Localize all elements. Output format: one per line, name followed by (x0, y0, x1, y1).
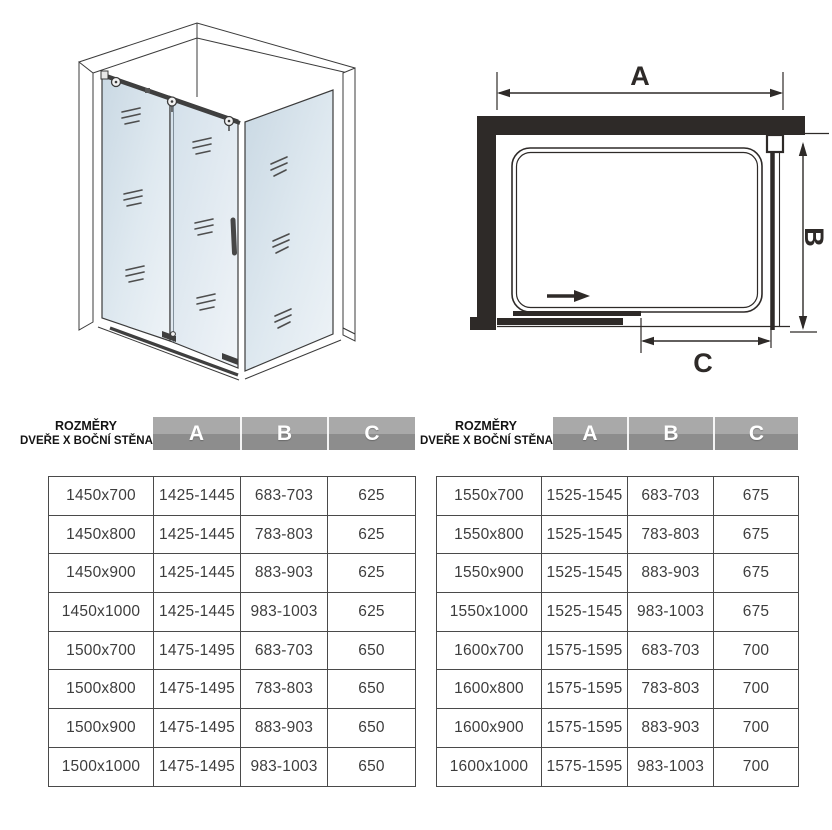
left-table-title (20, 417, 152, 450)
cell-size: 1600x900 (437, 709, 542, 748)
cell-a: 1525-1545 (542, 554, 628, 593)
cell-size: 1500x1000 (49, 747, 154, 786)
right-size-table (436, 476, 799, 787)
table-row (49, 709, 416, 748)
cell-b: 883-903 (628, 554, 714, 593)
table-row (49, 631, 416, 670)
dimension-a-label: A (630, 61, 650, 91)
left-table-header-bar (153, 417, 415, 450)
cell-b: 983-1003 (241, 747, 328, 786)
left-column-header-b: B (240, 417, 327, 450)
cell-a: 1575-1595 (542, 747, 628, 786)
left-column-header-c: C (327, 417, 415, 450)
cell-c: 700 (714, 670, 799, 709)
cell-b: 983-1003 (628, 593, 714, 632)
top-view-diagram (452, 30, 832, 380)
cell-b: 883-903 (241, 554, 328, 593)
cell-c: 675 (714, 477, 799, 516)
cell-size: 1550x900 (437, 554, 542, 593)
table-row (437, 515, 799, 554)
right-column-header-b: B (627, 417, 713, 450)
cell-b: 883-903 (241, 709, 328, 748)
cell-a: 1425-1445 (154, 515, 241, 554)
cell-size: 1500x800 (49, 670, 154, 709)
door-panels (497, 311, 641, 325)
table-row (49, 477, 416, 516)
table-row (49, 593, 416, 632)
cell-size: 1500x900 (49, 709, 154, 748)
cell-size: 1600x700 (437, 631, 542, 670)
cell-b: 983-1003 (241, 593, 328, 632)
cell-size: 1450x800 (49, 515, 154, 554)
cell-c: 650 (328, 709, 416, 748)
cell-b: 883-903 (628, 709, 714, 748)
cell-size: 1550x700 (437, 477, 542, 516)
cell-size: 1450x1000 (49, 593, 154, 632)
cell-size: 1450x900 (49, 554, 154, 593)
right-table-title-line1: ROZMĚRY (454, 418, 518, 433)
cell-b: 783-803 (628, 515, 714, 554)
table-row (437, 554, 799, 593)
left-table-title-line1: ROZMĚRY (54, 418, 118, 433)
cell-a: 1525-1545 (542, 515, 628, 554)
cell-c: 675 (714, 554, 799, 593)
left-column-header-a: A (188, 421, 205, 445)
cell-b: 983-1003 (628, 747, 714, 786)
dimension-a (497, 61, 783, 110)
cell-a: 1475-1495 (154, 709, 241, 748)
cell-a: 1575-1595 (542, 709, 628, 748)
cell-c: 650 (328, 631, 416, 670)
cell-size: 1550x1000 (437, 593, 542, 632)
cell-b: 683-703 (241, 631, 328, 670)
shower-tray-outline (512, 148, 762, 312)
cell-b: 683-703 (628, 477, 714, 516)
right-table-title (420, 417, 552, 450)
table-row (49, 554, 416, 593)
cell-c: 700 (714, 631, 799, 670)
slide-direction-arrow-icon (547, 290, 590, 302)
cell-b: 683-703 (628, 631, 714, 670)
table-row (49, 670, 416, 709)
glass-side-panel (245, 90, 333, 371)
table-row (437, 670, 799, 709)
cell-size: 1600x800 (437, 670, 542, 709)
table-row (49, 747, 416, 786)
cell-a: 1425-1445 (154, 554, 241, 593)
table-row (437, 631, 799, 670)
top-wall (477, 116, 805, 135)
cell-a: 1475-1495 (154, 670, 241, 709)
table-row (437, 747, 799, 786)
wall-profile (767, 135, 783, 152)
right-column-header-a: A (582, 421, 598, 445)
shower-3d-view (52, 12, 392, 392)
cell-c: 650 (328, 670, 416, 709)
dimension-b (790, 142, 829, 332)
glass-sliding-door (170, 97, 238, 369)
glass-fixed-panel (102, 73, 170, 341)
table-row (437, 709, 799, 748)
dimension-c (641, 310, 771, 378)
dimension-b-label: B (799, 227, 829, 247)
cell-c: 625 (328, 515, 416, 554)
cell-size: 1550x800 (437, 515, 542, 554)
left-wall (477, 116, 496, 330)
cell-a: 1475-1495 (154, 747, 241, 786)
left-table-title-line2: DVEŘE X BOČNÍ STĚNA (20, 434, 153, 447)
cell-size: 1500x700 (49, 631, 154, 670)
cell-a: 1525-1545 (542, 477, 628, 516)
cell-a: 1575-1595 (542, 670, 628, 709)
cell-a: 1575-1595 (542, 631, 628, 670)
cell-c: 700 (714, 747, 799, 786)
cell-b: 783-803 (241, 670, 328, 709)
cell-size: 1450x700 (49, 477, 154, 516)
door-handle (233, 220, 235, 253)
table-row (437, 593, 799, 632)
dimension-c-label: C (693, 348, 713, 378)
table-row (49, 515, 416, 554)
cell-c: 625 (328, 554, 416, 593)
cell-c: 625 (328, 477, 416, 516)
cell-c: 675 (714, 515, 799, 554)
cell-size: 1600x1000 (437, 747, 542, 786)
right-column-header-c: C (713, 417, 798, 450)
cell-c: 675 (714, 593, 799, 632)
left-wall-foot (470, 317, 496, 330)
cell-c: 625 (328, 593, 416, 632)
cell-c: 700 (714, 709, 799, 748)
cell-c: 650 (328, 747, 416, 786)
cell-b: 783-803 (241, 515, 328, 554)
cell-a: 1425-1445 (154, 593, 241, 632)
left-size-table (48, 476, 416, 787)
cell-a: 1425-1445 (154, 477, 241, 516)
table-row (437, 477, 799, 516)
cell-a: 1525-1545 (542, 593, 628, 632)
cell-a: 1475-1495 (154, 631, 241, 670)
right-table-title-line2: DVEŘE X BOČNÍ STĚNA (420, 434, 553, 447)
right-table-header-bar (553, 417, 798, 450)
cell-b: 683-703 (241, 477, 328, 516)
cell-b: 783-803 (628, 670, 714, 709)
